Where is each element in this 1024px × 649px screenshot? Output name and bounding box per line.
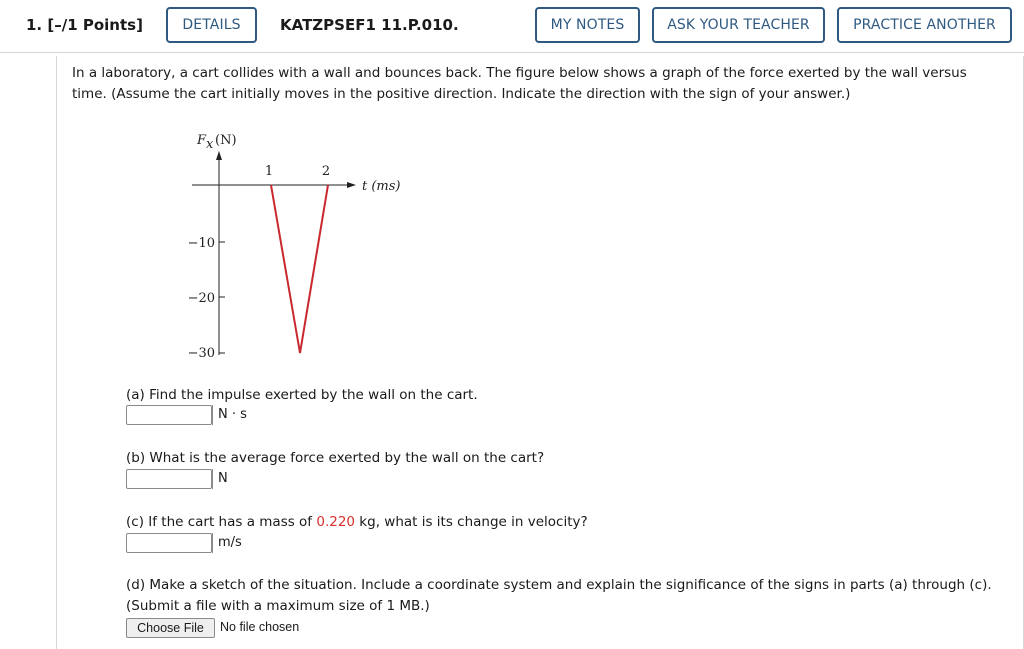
x-axis-arrow [347, 182, 356, 188]
my-notes-button[interactable]: MY NOTES [535, 7, 640, 43]
part-c-prompt [126, 514, 588, 530]
file-size-note: (Submit a file with a maximum size of 1 MB.) [126, 598, 430, 614]
question-header [0, 0, 1024, 53]
file-status-text: No file chosen [220, 620, 300, 634]
part-a-unit: N · s [212, 405, 247, 425]
y-axis-label-unit: (N) [215, 133, 237, 148]
y-axis-arrow [216, 151, 222, 160]
points-label: [–/1 Points] [47, 16, 143, 34]
part-b-unit: N [212, 469, 228, 489]
part-c-prompt-after: kg, what is its change in velocity? [355, 514, 588, 530]
ask-your-teacher-button[interactable]: ASK YOUR TEACHER [652, 7, 825, 43]
question-number-points [26, 16, 143, 34]
x-tick-label: 2 [321, 164, 331, 179]
x-axis-label: t (ms) [362, 179, 401, 194]
part-c-prompt-before: (c) If the cart has a mass of [126, 514, 317, 530]
y-tick-label: −30 [187, 346, 215, 361]
part-a-answer-input[interactable] [126, 405, 212, 425]
y-axis-label-sub: x [206, 137, 214, 152]
problem-statement: In a laboratory, a cart collides with a wall and bounces back. The figure below shows a graph of the force exerted by the wall versus time. (Assume the cart initially moves in the positive direction. Indicate the direction with the sign of your answer.) [72, 65, 967, 102]
part-d-prompt: (d) Make a sketch of the situation. Include a coordinate system and explain the significance of the signs in parts (a) through (c). [126, 577, 992, 593]
part-a-prompt: (a) Find the impulse exerted by the wall on the cart. [126, 387, 478, 403]
cart-mass-value: 0.220 [316, 514, 356, 530]
force-curve [271, 185, 328, 353]
part-c-answer-input[interactable] [126, 533, 212, 553]
force-time-graph [170, 125, 410, 365]
y-tick-label: −10 [187, 236, 215, 251]
y-tick-label: −20 [187, 291, 215, 306]
choose-file-button[interactable]: Choose File [126, 618, 215, 638]
x-tick-label: 1 [264, 164, 274, 179]
question-id: KATZPSEF1 11.P.010. [280, 16, 459, 34]
practice-another-button[interactable]: PRACTICE ANOTHER [837, 7, 1012, 43]
part-b-answer-input[interactable] [126, 469, 212, 489]
part-b-prompt: (b) What is the average force exerted by the wall on the cart? [126, 450, 545, 466]
part-c-unit: m/s [212, 533, 242, 553]
y-axis-label-main: F [197, 133, 207, 148]
question-number: 1. [26, 16, 43, 34]
details-button[interactable]: DETAILS [166, 7, 257, 43]
